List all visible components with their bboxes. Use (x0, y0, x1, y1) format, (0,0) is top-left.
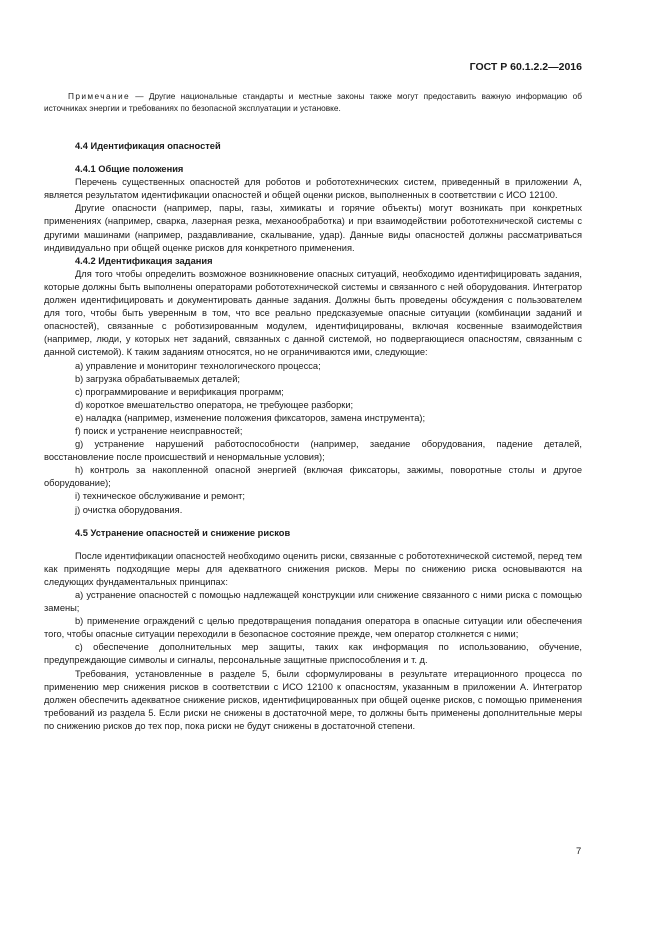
paragraph-4-5-closing: Требования, установленные в разделе 5, были сформулированы в результате итерационного процесса по применению мер снижения рисков в соответствии с ИСО 12100 к опасностям, указанным в приложении А. Интегратор должен обеспечить адекватное снижение рисков, идентифицированных при общей оценке рисков, с помощью применения требований из раздела 5. Если риски не снижены в достаточной мере, то должны быть применены дополнительные меры по снижению рисков до тех пор, пока риски не будут снижены в достаточной степени. (44, 668, 582, 731)
note-text: — Другие национальные стандарты и местные законы также могут предоставить важную информацию об источниках энергии и требованиях по безопасной эксплуатации и установке. (44, 91, 582, 113)
page-number: 7 (576, 846, 582, 857)
paragraph-4-4-1-2: Другие опасности (например, пары, газы, химикаты и горячие объекты) могут возникать при конкретных применениях (например, сварка, лазерная резка, механообработка) и при взаимодействии робототехнической системы с другими машинами (например, раздавливание, скалывание, удар). Данные виды опасностей должны рассматриваться индивидуально при общей оценке рисков для конкретного применения. (44, 203, 582, 253)
paragraph-4-5-intro: После идентификации опасностей необходимо оценить риски, связанные с робототехнической системой, перед тем как применять подходящие меры для адекватного снижения рисков. Меры по снижению риска основываются на следующих фундаментальных принципах: (44, 550, 582, 587)
list-item: a) управление и мониторинг технологического процесса; (75, 360, 321, 371)
paragraph-4-4-1-1: Перечень существенных опасностей для роботов и робототехнических систем, приведенный в приложении А, является результатом идентификации опасностей и общей оценки рисков, выполненных в соответствии с ИСО 12100. (44, 177, 582, 201)
list-item: c) программирование и верификация программ; (75, 386, 284, 397)
list-item: f) поиск и устранение неисправностей; (75, 425, 243, 436)
list-item: a) устранение опасностей с помощью надлежащей конструкции или снижение связанного с ними риска с помощью замены; (44, 590, 582, 614)
list-item: h) контроль за накопленной опасной энергией (включая фиксаторы, зажимы, поворотные столы и другое оборудование); (44, 465, 582, 489)
list-item: b) загрузка обрабатываемых деталей; (75, 373, 240, 384)
list-item: e) наладка (например, изменение положения фиксаторов, замена инструмента); (75, 412, 426, 423)
section-4-5-heading: 4.5 Устранение опасностей и снижение рисков (75, 527, 291, 538)
document-code-header: ГОСТ Р 60.1.2.2—2016 (469, 61, 582, 73)
note-label: Примечание (68, 91, 131, 101)
page-content (44, 91, 582, 733)
list-item: c) обеспечение дополнительных мер защиты, таких как информация по использованию, обучение, предупреждающие символы и сигналы, персональные защитные приспособления и т. д. (44, 642, 582, 666)
list-item: i) техническое обслуживание и ремонт; (75, 491, 245, 502)
paragraph-4-4-2: Для того чтобы определить возможное возникновение опасных ситуаций, необходимо идентифицировать задания, которые должны быть выполнены операторами робототехнической системы и связанного с ней оборудования. Интегратор должен идентифицировать и документировать данные задания. Должны быть проведены обсуждения с пользователем для того, чтобы быть уверенным в том, что все реально предсказуемые опасные ситуации (комбинации заданий и опасностей), связанные с роботизированным модулем, идентифицированы, включая косвенные взаимодействия (например, люди, у которых нет заданий, связанных с данной системой, но подвергающиеся опасностям, связанным с данной системой). К таким заданиям относятся, но не ограничиваются ими, следующие: (44, 268, 582, 358)
list-item: j) очистка оборудования. (75, 504, 183, 515)
list-item: g) устранение нарушений работоспособности (например, заедание оборудования, падение деталей, восстановление после происшествий и ненормальные условия); (44, 439, 582, 463)
subsection-4-4-1-heading: 4.4.1 Общие положения (75, 164, 184, 175)
subsection-4-4-2-heading: 4.4.2 Идентификация задания (75, 255, 213, 266)
note-paragraph (44, 91, 582, 114)
list-item: d) короткое вмешательство оператора, не требующее разборки; (75, 399, 354, 410)
section-4-4-heading: 4.4 Идентификация опасностей (75, 141, 221, 151)
list-item: b) применение ограждений с целью предотвращения попадания оператора в опасные ситуации или обеспечения того, чтобы опасные ситуации переходили в безопасное состояние прежде, чем оператор столкнется с ними; (44, 616, 582, 640)
